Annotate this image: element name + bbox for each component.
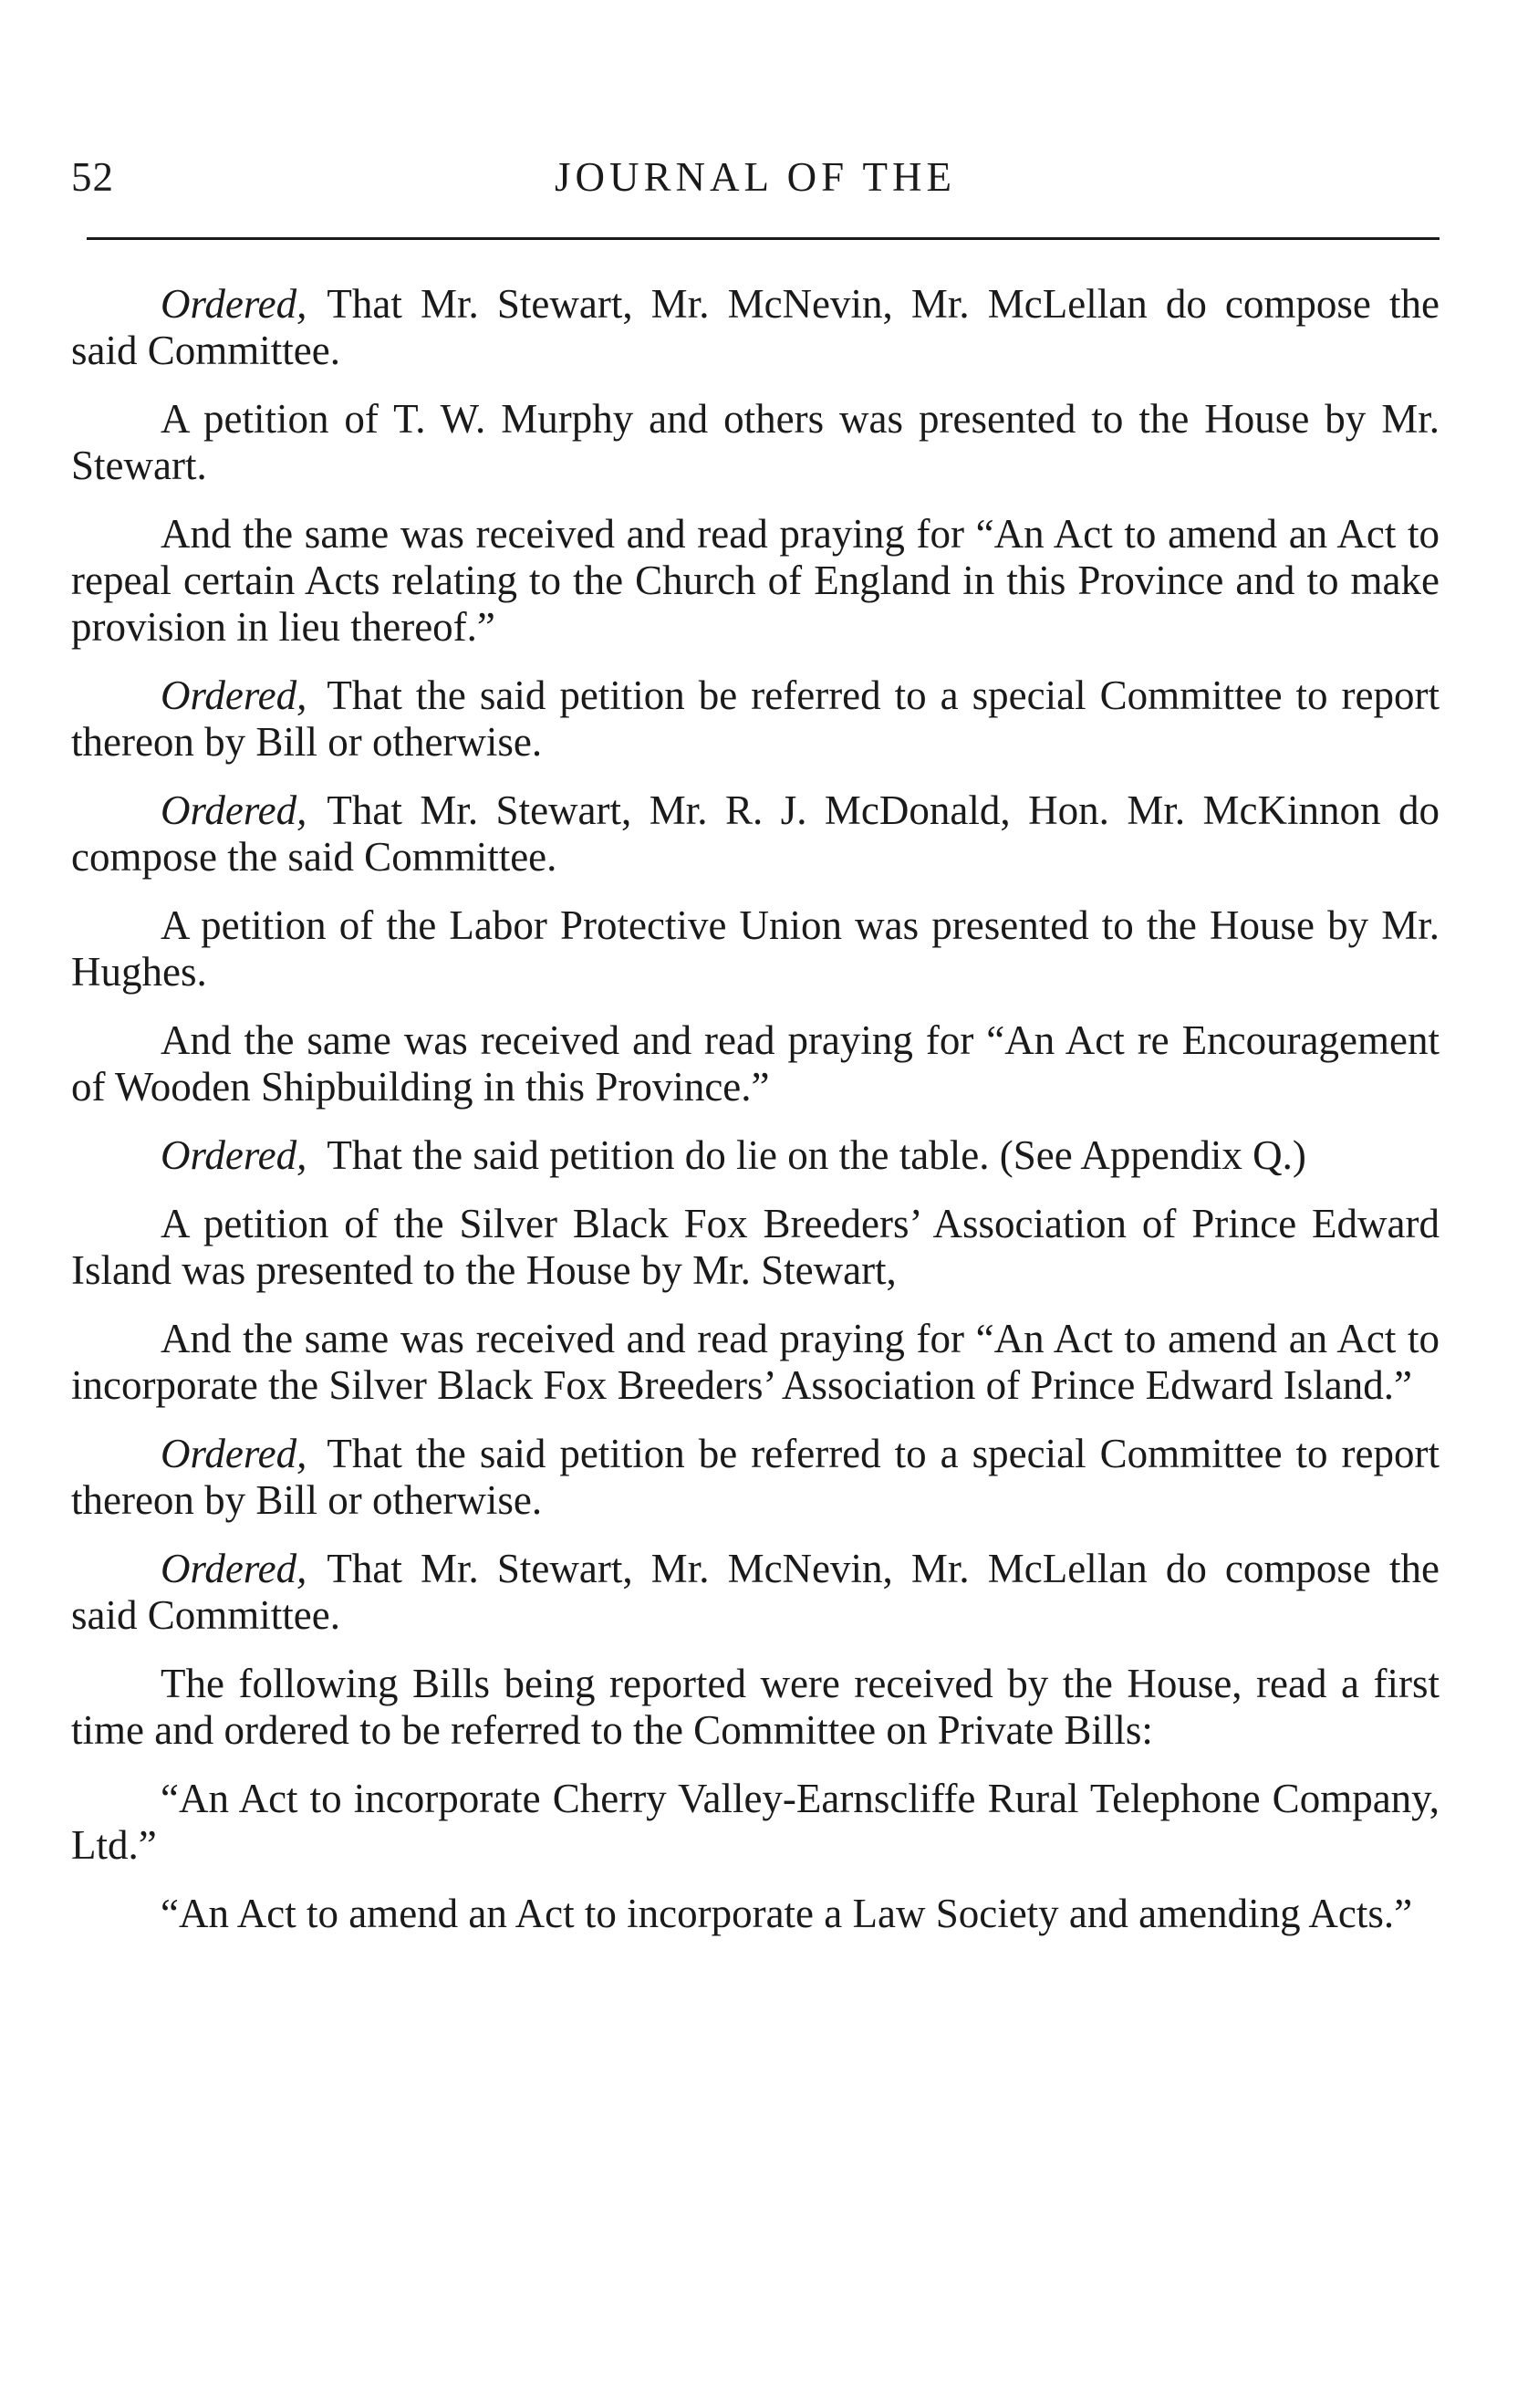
paragraph-text: And the same was received and read praying for “An Act re Encouragement of Wooden Shipbuilding in this Province.”	[71, 1017, 1440, 1110]
paragraph	[71, 1431, 1440, 1524]
running-title: JOURNAL OF THE	[554, 154, 957, 200]
paragraph-text: That Mr. Stewart, Mr. McNevin, Mr. McLellan do compose the said Committee.	[71, 281, 1440, 373]
paragraph-text: A petition of the Labor Protective Union was presented to the House by Mr. Hughes.	[71, 902, 1440, 995]
paragraph	[71, 1132, 1440, 1179]
paragraph-lead: Ordered,	[161, 787, 307, 833]
paragraph	[71, 396, 1440, 489]
page-header	[71, 153, 1440, 208]
paragraph-lead: Ordered,	[161, 672, 307, 718]
paragraph-lead: Ordered,	[161, 1132, 307, 1178]
paragraph	[71, 787, 1440, 881]
paragraph	[71, 1316, 1440, 1409]
paragraph	[71, 1546, 1440, 1639]
paragraph	[71, 511, 1440, 651]
journal-body	[71, 281, 1440, 1959]
paragraph	[71, 672, 1440, 766]
paragraph-text: And the same was received and read praying for “An Act to amend an Act to incorporate the Silver Black Fox Breeders’ Association of Prince Edward Island.”	[71, 1316, 1440, 1408]
paragraph	[71, 1891, 1440, 1937]
paragraph-text: “An Act to amend an Act to incorporate a Law Society and amending Acts.”	[161, 1891, 1413, 1936]
paragraph	[71, 1201, 1440, 1294]
paragraph-text: A petition of the Silver Black Fox Breeders’ Association of Prince Edward Island was presented to the House by Mr. Stewart,	[71, 1201, 1440, 1293]
paragraph-text: And the same was received and read praying for “An Act to amend an Act to repeal certain Acts relating to the Church of England in this Province and to make provision in lieu thereof.”	[71, 511, 1440, 650]
page-number: 52	[71, 154, 114, 200]
paragraph	[71, 281, 1440, 374]
paragraph-text: The following Bills being reported were received by the House, read a first time and ordered to be referred to the Committee on Private Bills:	[71, 1661, 1440, 1753]
paragraph-lead: Ordered,	[161, 1431, 307, 1476]
paragraph-text: That the said petition be referred to a special Committee to report thereon by Bill or otherwise.	[71, 672, 1440, 765]
paragraph-text: That the said petition be referred to a special Committee to report thereon by Bill or otherwise.	[71, 1431, 1440, 1523]
paragraph	[71, 902, 1440, 996]
paragraph	[71, 1017, 1440, 1110]
paragraph-text: “An Act to incorporate Cherry Valley-Earnscliffe Rural Telephone Company, Ltd.”	[71, 1776, 1440, 1868]
paragraph	[71, 1776, 1440, 1869]
paragraph-lead: Ordered,	[161, 1546, 307, 1591]
paragraph-text: A petition of T. W. Murphy and others was presented to the House by Mr. Stewart.	[71, 396, 1440, 488]
header-rule	[87, 237, 1440, 240]
paragraph-text: That Mr. Stewart, Mr. McNevin, Mr. McLellan do compose the said Committee.	[71, 1546, 1440, 1638]
paragraph-lead: Ordered,	[161, 281, 307, 327]
paragraph-text: That the said petition do lie on the table. (See Appendix Q.)	[327, 1132, 1306, 1178]
paragraph	[71, 1661, 1440, 1754]
paragraph-text: That Mr. Stewart, Mr. R. J. McDonald, Hon. Mr. McKinnon do compose the said Committee.	[71, 787, 1440, 880]
